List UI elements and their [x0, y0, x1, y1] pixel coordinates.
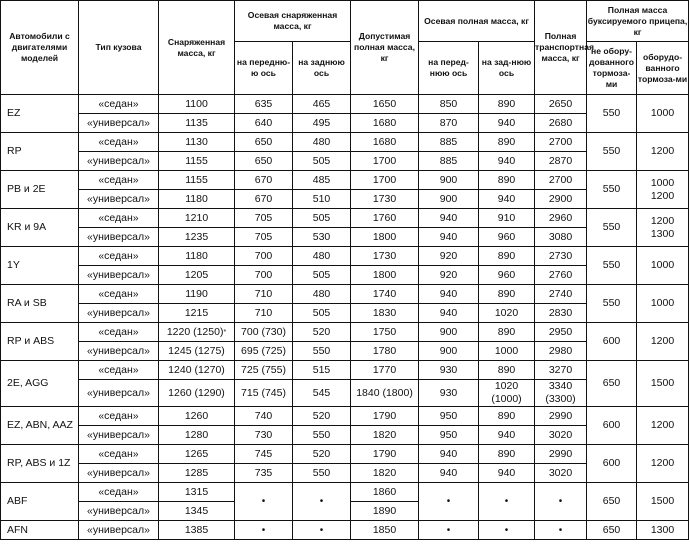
table-row [1, 266, 689, 285]
gross-train-cell: 2700 [535, 133, 587, 152]
permissible-cell: 1700 [351, 152, 419, 171]
curb-mass-value: 1180 [185, 249, 208, 262]
axle-total-front-cell: • [419, 521, 479, 540]
axle-total-front-cell: 920 [419, 247, 479, 266]
permissible-cell: 1820 [351, 464, 419, 483]
table-row [1, 426, 689, 445]
gross-train-cell: 3080 [535, 228, 587, 247]
axle-total-rear-cell: 960 [479, 228, 535, 247]
curb-mass-value: 1190 [185, 287, 208, 300]
trailer-braked-cell [637, 171, 689, 209]
axle-total-front-cell: 940 [419, 285, 479, 304]
curb-mass-cell [159, 445, 235, 464]
axle-curb-rear-cell: 550 [293, 464, 351, 483]
trailer-braked-value: 1000 [650, 259, 675, 271]
axle-total-rear-cell: 1020 [479, 304, 535, 323]
gross-train-cell: 3020 [535, 426, 587, 445]
gross-train-cell: 2900 [535, 190, 587, 209]
trailer-braked-cell [637, 361, 689, 407]
trailer-braked-value: 1300 [650, 523, 675, 536]
curb-mass-value: 1130 [185, 135, 208, 148]
axle-curb-rear-cell: 505 [293, 304, 351, 323]
trailer-braked-cell [637, 521, 689, 540]
axle-total-front-cell: 940 [419, 464, 479, 483]
axle-total-rear-cell: 890 [479, 95, 535, 114]
body-type-cell: «седан» [79, 285, 159, 304]
curb-mass-cell [159, 152, 235, 171]
trailer-braked-cell [637, 247, 689, 285]
permissible-cell: 1800 [351, 266, 419, 285]
curb-mass-value: 1235 [184, 230, 209, 243]
axle-curb-front-cell: 700 [235, 247, 293, 266]
table-row [1, 190, 689, 209]
curb-mass-value: 1205 [184, 268, 209, 281]
axle-total-rear-cell: 960 [479, 266, 535, 285]
permissible-cell: 1760 [351, 209, 419, 228]
curb-mass-value: 1345 [184, 504, 209, 517]
table-row [1, 209, 689, 228]
curb-mass-cell [159, 323, 235, 342]
body-type-cell: «седан» [79, 323, 159, 342]
body-type-cell: «универсал» [79, 464, 159, 483]
gross-train-cell: 2980 [535, 342, 587, 361]
axle-total-rear-cell: 940 [479, 114, 535, 133]
curb-mass-value: 1315 [184, 485, 209, 498]
axle-curb-front-cell: 700 [235, 266, 293, 285]
trailer-braked-cell [637, 209, 689, 247]
axle-total-front-cell: 900 [419, 171, 479, 190]
permissible-cell: 1650 [351, 95, 419, 114]
header-curb-mass: Снаряженная масса, кг [159, 1, 235, 95]
axle-curb-front-cell: 730 [235, 426, 293, 445]
permissible-cell: 1740 [351, 285, 419, 304]
table-row [1, 323, 689, 342]
curb-mass-value: 1220 (1250) [166, 325, 224, 338]
header-axle-total-front: на перед-нюю ось [419, 42, 479, 95]
trailer-unbraked-cell: 650 [587, 361, 637, 407]
axle-total-front-cell: 900 [419, 342, 479, 361]
axle-total-front-cell: 900 [419, 323, 479, 342]
trailer-braked-cell [637, 133, 689, 171]
curb-mass-cell [159, 228, 235, 247]
table-row [1, 361, 689, 380]
gross-train-cell: 3020 [535, 464, 587, 483]
permissible-cell: 1730 [351, 190, 419, 209]
model-cell: EZ [1, 95, 79, 133]
permissible-cell: 1860 [351, 483, 419, 502]
axle-curb-rear-cell: 545 [293, 380, 351, 407]
curb-mass-value: 1280 [184, 428, 209, 441]
permissible-cell: 1820 [351, 426, 419, 445]
axle-curb-rear-cell: 505 [293, 266, 351, 285]
trailer-braked-value: 1200 [650, 419, 675, 431]
curb-mass-value: 1260 [184, 409, 209, 422]
body-type-cell: «универсал» [79, 380, 159, 407]
permissible-cell: 1730 [351, 247, 419, 266]
trailer-braked-value: 1000 [650, 176, 675, 189]
body-type-cell: «универсал» [79, 502, 159, 521]
trailer-braked-value: 1000 [650, 107, 675, 119]
body-type-cell: «универсал» [79, 342, 159, 361]
axle-total-front-cell: 950 [419, 426, 479, 445]
axle-total-rear-cell: 910 [479, 209, 535, 228]
axle-total-front-cell: 950 [419, 407, 479, 426]
axle-curb-rear-cell: 480 [293, 247, 351, 266]
axle-total-front-cell: 900 [419, 190, 479, 209]
axle-curb-front-cell: 700 (730) [235, 323, 293, 342]
table-row [1, 407, 689, 426]
trailer-braked-cell [637, 407, 689, 445]
axle-total-front-cell: 930 [419, 361, 479, 380]
gross-train-cell: 2830 [535, 304, 587, 323]
body-type-cell: «седан» [79, 483, 159, 502]
axle-curb-rear-cell: 480 [293, 133, 351, 152]
gross-train-cell: 2730 [535, 247, 587, 266]
axle-total-front-cell: • [419, 483, 479, 521]
trailer-braked-value: 1500 [650, 377, 675, 389]
model-cell: PB и 2E [1, 171, 79, 209]
model-cell: RA и SB [1, 285, 79, 323]
curb-mass-value: 1260 (1290) [168, 386, 225, 399]
axle-curb-rear-cell: 530 [293, 228, 351, 247]
body-type-cell: «универсал» [79, 521, 159, 540]
axle-total-rear-cell: 890 [479, 171, 535, 190]
gross-train-cell: 2960 [535, 209, 587, 228]
permissible-cell: 1850 [351, 521, 419, 540]
axle-curb-front-cell: 735 [235, 464, 293, 483]
axle-curb-rear-cell: 505 [293, 209, 351, 228]
body-type-cell: «универсал» [79, 152, 159, 171]
axle-curb-rear-cell: 485 [293, 171, 351, 190]
axle-total-rear-cell: 940 [479, 426, 535, 445]
axle-curb-front-cell: 635 [235, 95, 293, 114]
trailer-unbraked-cell: 650 [587, 483, 637, 521]
body-type-cell: «седан» [79, 247, 159, 266]
axle-curb-front-cell: 670 [235, 190, 293, 209]
axle-curb-front-cell: 745 [235, 445, 293, 464]
trailer-braked-value: 1200 [650, 457, 675, 469]
curb-mass-cell [159, 171, 235, 190]
gross-train-cell: 2680 [535, 114, 587, 133]
axle-curb-front-cell: • [235, 483, 293, 521]
axle-total-rear-cell: 890 [479, 285, 535, 304]
gross-train-cell: 2990 [535, 445, 587, 464]
axle-total-rear-cell: 940 [479, 464, 535, 483]
curb-mass-value: 1265 [184, 447, 209, 460]
table-row [1, 152, 689, 171]
trailer-braked-value: 1200 [650, 145, 675, 157]
trailer-unbraked-cell: 550 [587, 209, 637, 247]
axle-curb-front-cell: 650 [235, 152, 293, 171]
gross-train-cell: 2650 [535, 95, 587, 114]
model-cell: AFN [1, 521, 79, 540]
curb-mass-cell [159, 426, 235, 445]
permissible-cell: 1680 [351, 133, 419, 152]
table-row [1, 380, 689, 407]
axle-total-front-cell: 940 [419, 228, 479, 247]
body-type-cell: «универсал» [79, 304, 159, 323]
body-type-cell: «седан» [79, 407, 159, 426]
permissible-cell: 1890 [351, 502, 419, 521]
axle-total-front-cell: 930 [419, 380, 479, 407]
axle-curb-front-cell: 705 [235, 228, 293, 247]
body-type-cell: «универсал» [79, 190, 159, 209]
header-axle-curb-rear: на заднюю ось [293, 42, 351, 95]
axle-curb-front-cell: 710 [235, 285, 293, 304]
table-row [1, 464, 689, 483]
table-row [1, 483, 689, 502]
axle-total-rear-cell: • [479, 483, 535, 521]
header-trailer-braked: оборудо-ванного тормоза-ми [637, 42, 689, 95]
curb-mass-cell [159, 502, 235, 521]
gross-train-cell: 2870 [535, 152, 587, 171]
curb-mass-value: 1135 [185, 116, 208, 129]
axle-total-rear-cell: 940 [479, 190, 535, 209]
curb-mass-value: 1180 [185, 192, 208, 205]
table-row [1, 228, 689, 247]
header-trailer-unbraked: не обору-дованного тормоза-ми [587, 42, 637, 95]
gross-train-cell: 3340 (3300) [535, 380, 587, 407]
table-row [1, 133, 689, 152]
axle-total-rear-cell: 890 [479, 133, 535, 152]
model-cell: RP [1, 133, 79, 171]
table-row [1, 114, 689, 133]
curb-mass-value: 1240 (1270) [168, 363, 225, 376]
trailer-braked-value: 1500 [650, 495, 675, 507]
curb-mass-cell [159, 114, 235, 133]
model-cell: RP и ABS [1, 323, 79, 361]
permissible-cell: 1700 [351, 171, 419, 190]
axle-total-front-cell: 885 [419, 133, 479, 152]
axle-curb-rear-cell: 465 [293, 95, 351, 114]
model-cell: ABF [1, 483, 79, 521]
trailer-unbraked-cell: 650 [587, 521, 637, 540]
curb-mass-cell [159, 285, 235, 304]
curb-mass-cell [159, 361, 235, 380]
trailer-braked-value: 1300 [650, 227, 675, 240]
axle-total-rear-cell: • [479, 521, 535, 540]
trailer-braked-value: 1200 [650, 189, 675, 202]
curb-mass-cell [159, 342, 235, 361]
trailer-braked-cell [637, 285, 689, 323]
curb-mass-cell [159, 380, 235, 407]
trailer-braked-cell [637, 95, 689, 133]
trailer-unbraked-cell: 600 [587, 323, 637, 361]
curb-mass-cell [159, 95, 235, 114]
gross-train-cell: 3270 [535, 361, 587, 380]
axle-curb-rear-cell: 550 [293, 342, 351, 361]
axle-curb-rear-cell: 520 [293, 323, 351, 342]
curb-mass-cell [159, 209, 235, 228]
axle-curb-rear-cell: 505 [293, 152, 351, 171]
body-type-cell: «седан» [79, 209, 159, 228]
curb-mass-cell [159, 190, 235, 209]
curb-mass-cell [159, 247, 235, 266]
gross-train-cell: 2760 [535, 266, 587, 285]
table-row [1, 247, 689, 266]
curb-mass-cell [159, 521, 235, 540]
axle-total-rear-cell: 1000 [479, 342, 535, 361]
curb-mass-value: 1100 [185, 97, 208, 110]
axle-total-front-cell: 920 [419, 266, 479, 285]
curb-mass-cell [159, 133, 235, 152]
axle-total-front-cell: 885 [419, 152, 479, 171]
table-row [1, 342, 689, 361]
permissible-cell: 1680 [351, 114, 419, 133]
axle-curb-front-cell: 715 (745) [235, 380, 293, 407]
curb-mass-cell [159, 407, 235, 426]
trailer-braked-value: 1000 [650, 297, 675, 309]
permissible-cell: 1770 [351, 361, 419, 380]
header-axle-total-rear: на зад-нюю ось [479, 42, 535, 95]
header-axle-curb: Осевая снаряженная масса, кг [235, 1, 351, 42]
trailer-braked-cell [637, 483, 689, 521]
axle-total-front-cell: 940 [419, 209, 479, 228]
permissible-cell: 1750 [351, 323, 419, 342]
header-trailer: Полная масса буксируемого прицепа, кг [587, 1, 689, 42]
trailer-unbraked-cell: 550 [587, 171, 637, 209]
axle-total-rear-cell: 890 [479, 361, 535, 380]
trailer-unbraked-cell: 550 [587, 95, 637, 133]
axle-curb-rear-cell: 550 [293, 426, 351, 445]
gross-train-cell: 2740 [535, 285, 587, 304]
axle-curb-front-cell: 710 [235, 304, 293, 323]
permissible-cell: 1780 [351, 342, 419, 361]
curb-mass-cell [159, 483, 235, 502]
curb-mass-value: 1210 [184, 211, 209, 224]
gross-train-cell: • [535, 521, 587, 540]
header-model: Автомобили с двигателями моделей [1, 1, 79, 95]
header-permissible: Допустимая полная масса, кг [351, 1, 419, 95]
body-type-cell: «универсал» [79, 426, 159, 445]
axle-total-rear-cell: 890 [479, 247, 535, 266]
gross-train-cell: 2950 [535, 323, 587, 342]
axle-curb-front-cell: 640 [235, 114, 293, 133]
body-type-cell: «седан» [79, 361, 159, 380]
axle-total-front-cell: 940 [419, 304, 479, 323]
header-axle-total: Осевая полная масса, кг [419, 1, 535, 42]
axle-total-front-cell: 870 [419, 114, 479, 133]
gross-train-cell: 2990 [535, 407, 587, 426]
trailer-braked-cell [637, 323, 689, 361]
permissible-cell: 1790 [351, 407, 419, 426]
model-cell: 2E, AGG [1, 361, 79, 407]
body-type-cell: «универсал» [79, 266, 159, 285]
axle-total-rear-cell: 890 [479, 445, 535, 464]
axle-total-front-cell: 940 [419, 445, 479, 464]
body-type-cell: «седан» [79, 171, 159, 190]
curb-mass-value: 1215 [184, 306, 209, 319]
curb-mass-cell [159, 304, 235, 323]
trailer-unbraked-cell: 550 [587, 285, 637, 323]
model-cell: 1Y [1, 247, 79, 285]
axle-curb-front-cell: 650 [235, 133, 293, 152]
table-row [1, 171, 689, 190]
body-type-cell: «седан» [79, 95, 159, 114]
axle-curb-front-cell: 695 (725) [235, 342, 293, 361]
model-cell: RP, ABS и 1Z [1, 445, 79, 483]
header-gross-train: Полная транспортная масса, кг [535, 1, 587, 95]
gross-train-cell: 2700 [535, 171, 587, 190]
trailer-braked-cell [637, 445, 689, 483]
axle-curb-front-cell: 705 [235, 209, 293, 228]
axle-curb-front-cell: 740 [235, 407, 293, 426]
body-type-cell: «седан» [79, 133, 159, 152]
body-type-cell: «седан» [79, 445, 159, 464]
curb-mass-cell [159, 464, 235, 483]
axle-curb-rear-cell: • [293, 521, 351, 540]
table-row [1, 95, 689, 114]
trailer-braked-value: 1200 [650, 214, 675, 227]
curb-mass-value: 1155 [185, 173, 208, 186]
axle-curb-front-cell: • [235, 521, 293, 540]
gross-train-cell: • [535, 483, 587, 521]
axle-curb-rear-cell: 510 [293, 190, 351, 209]
axle-total-rear-cell: 890 [479, 323, 535, 342]
axle-curb-rear-cell: • [293, 483, 351, 521]
permissible-cell: 1790 [351, 445, 419, 464]
trailer-unbraked-cell: 550 [587, 247, 637, 285]
axle-total-rear-cell: 890 [479, 407, 535, 426]
permissible-cell: 1830 [351, 304, 419, 323]
body-type-cell: «универсал» [79, 228, 159, 247]
body-type-cell: «универсал» [79, 114, 159, 133]
curb-mass-value: 1285 [184, 466, 209, 479]
axle-curb-rear-cell: 520 [293, 445, 351, 464]
axle-curb-rear-cell: 480 [293, 285, 351, 304]
curb-mass-cell [159, 266, 235, 285]
trailer-unbraked-cell: 550 [587, 133, 637, 171]
model-cell: KR и 9A [1, 209, 79, 247]
permissible-cell: 1800 [351, 228, 419, 247]
axle-curb-rear-cell: 495 [293, 114, 351, 133]
table-row [1, 521, 689, 540]
axle-curb-front-cell: 670 [235, 171, 293, 190]
axle-curb-front-cell: 725 (755) [235, 361, 293, 380]
header-body-type: Тип кузова [79, 1, 159, 95]
header-axle-curb-front: на передню-ю ось [235, 42, 293, 95]
table-body [1, 95, 689, 540]
table-row [1, 445, 689, 464]
trailer-braked-value: 1200 [650, 335, 675, 347]
axle-curb-rear-cell: 515 [293, 361, 351, 380]
table-row [1, 304, 689, 323]
table-row [1, 285, 689, 304]
trailer-unbraked-cell: 600 [587, 445, 637, 483]
axle-total-rear-cell: 940 [479, 152, 535, 171]
axle-total-front-cell: 850 [419, 95, 479, 114]
trailer-unbraked-cell: 600 [587, 407, 637, 445]
permissible-cell: 1840 (1800) [351, 380, 419, 407]
model-cell: EZ, ABN, AAZ [1, 407, 79, 445]
curb-mass-value: 1155 [185, 154, 208, 167]
axle-curb-rear-cell: 520 [293, 407, 351, 426]
curb-mass-value: 1385 [184, 523, 209, 536]
axle-total-rear-cell: 1020 (1000) [479, 380, 535, 407]
footnote-mark: * [223, 328, 227, 336]
curb-mass-value: 1245 (1275) [168, 344, 225, 357]
